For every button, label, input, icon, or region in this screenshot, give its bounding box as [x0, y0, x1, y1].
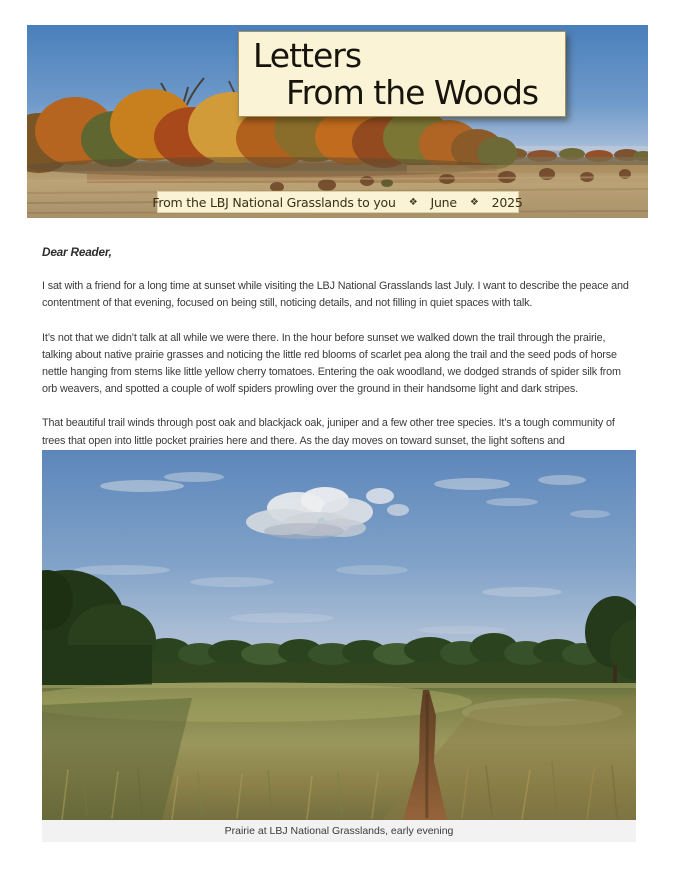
- diamond-separator-icon: ❖: [408, 196, 418, 208]
- diamond-separator-icon: ❖: [469, 196, 479, 208]
- photo-caption-bar: [42, 820, 636, 842]
- letter-paragraph: That beautiful trail winds through post oak and blackjack oak, juniper and a few other tree species. It’s a tough community of trees that open into little pocket prairies here and there. As the day moves on toward sunset, the light softens and: [42, 417, 615, 447]
- newsletter-title-line2: From the Woods: [286, 73, 539, 112]
- tagline-month: June: [430, 194, 457, 210]
- photo-caption-text: Prairie at LBJ National Grasslands, early evening: [224, 825, 454, 837]
- letter-paragraph: It’s not that we didn’t talk at all while we were there. In the hour before sunset we walked down the trail through the prairie, talking about native prairie grasses and noticing the little red blooms of scarlet pea along the trail and the seed pods of horse nettle hanging from stems like little yellow cherry tomatoes. Entering the oak woodland, we dodged strands of spider silk from orb weavers, and spotted a couple of wolf spiders prowling over the ground in their handsome light and dark stripes.: [42, 331, 621, 396]
- newsletter-title-line1: Letters: [253, 36, 362, 75]
- masthead-tagline-bar: [152, 191, 523, 213]
- prairie-photo: [42, 450, 636, 820]
- masthead-title-panel: [238, 31, 566, 117]
- letter-paragraph: I sat with a friend for a long time at sunset while visiting the LBJ National Grasslands last July. I want to describe the peace and contentment of that evening, focused on being still, noticing details, and not filling in quiet spaces with talk.: [42, 280, 629, 310]
- letter-body: [42, 244, 636, 467]
- salutation: Dear Reader,: [42, 245, 112, 259]
- tagline-text: From the LBJ National Grasslands to you: [152, 194, 396, 210]
- tagline-year: 2025: [491, 194, 523, 210]
- prairie-photo-figure: [42, 450, 636, 842]
- masthead: [27, 25, 648, 218]
